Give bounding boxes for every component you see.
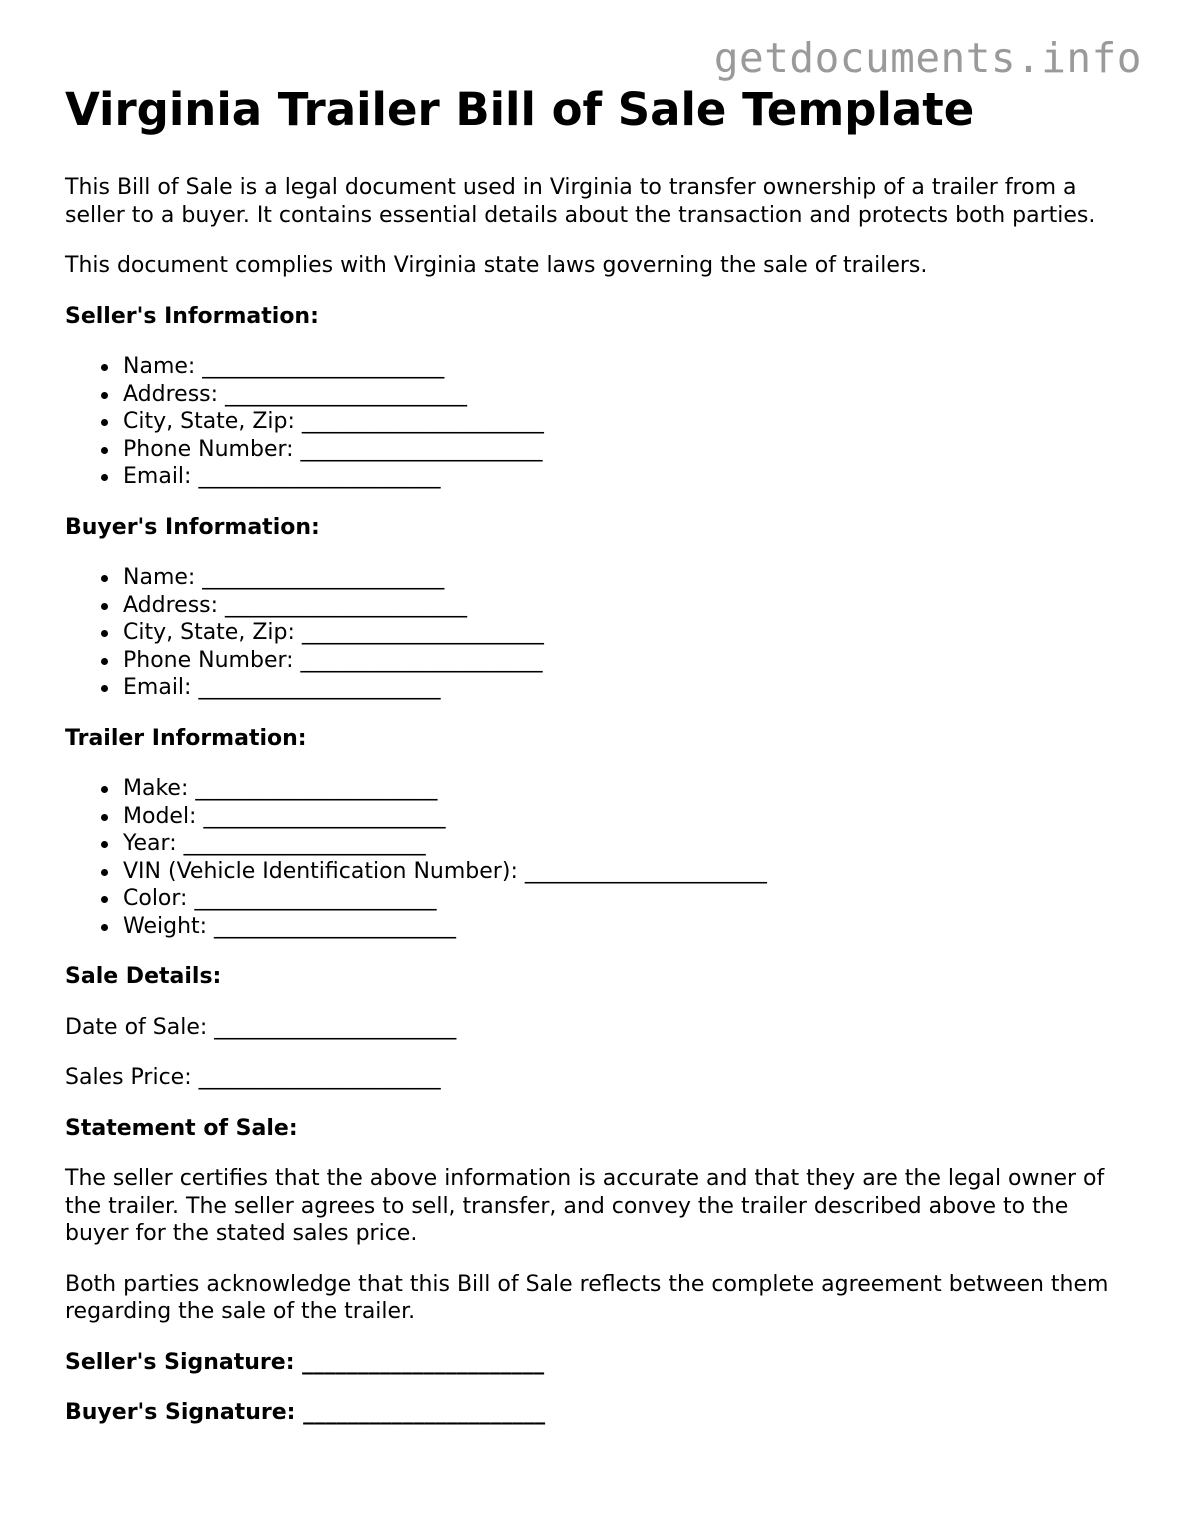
compliance-paragraph: This document complies with Virginia state laws governing the sale of trailers. (65, 253, 928, 278)
intro-paragraph: This Bill of Sale is a legal document used in Virginia to transfer ownership of a trailer from a seller to a buyer. It contains essential details about the transaction and protects both parties. (65, 175, 1096, 228)
agreement-paragraph: Both parties acknowledge that this Bill of Sale reflects the complete agreement between them regarding the sale of the trailer. (65, 1271, 1109, 1324)
buyer-city-state-zip-field: City, State, Zip: ______________________ (123, 619, 1125, 647)
trailer-vin-field: VIN (Vehicle Identification Number): ______________________ (123, 858, 1125, 886)
buyer-info-heading: Buyer's Information: (65, 514, 320, 540)
trailer-info-list (65, 775, 1125, 940)
trailer-model-field: Model: ______________________ (123, 803, 1125, 831)
trailer-info-heading: Trailer Information: (65, 725, 307, 751)
sales-price-field: Sales Price: ______________________ (65, 1065, 441, 1090)
seller-phone-field: Phone Number: ______________________ (123, 436, 1125, 464)
buyer-email-field: Email: ______________________ (123, 674, 1125, 702)
date-of-sale-field: Date of Sale: ______________________ (65, 1014, 457, 1040)
trailer-make-field: Make: ______________________ (123, 775, 1125, 803)
buyer-info-list (65, 564, 1125, 702)
seller-info-list (65, 353, 1125, 491)
seller-address-field: Address: ______________________ (123, 381, 1125, 409)
seller-info-heading: Seller's Information: (65, 303, 319, 329)
buyer-name-field: Name: ______________________ (123, 564, 1125, 592)
seller-signature-line: Seller's Signature: ______________________ (65, 1349, 545, 1375)
seller-name-field: Name: ______________________ (123, 353, 1125, 381)
document-page (65, 82, 1125, 1450)
buyer-phone-field: Phone Number: ______________________ (123, 647, 1125, 675)
trailer-year-field: Year: ______________________ (123, 830, 1125, 858)
buyer-signature-line: Buyer's Signature: ______________________ (65, 1400, 546, 1425)
watermark: getdocuments.info (713, 34, 1142, 82)
buyer-address-field: Address: ______________________ (123, 592, 1125, 620)
statement-of-sale-heading: Statement of Sale: (65, 1115, 298, 1141)
seller-city-state-zip-field: City, State, Zip: ______________________ (123, 408, 1125, 436)
document-title: Virginia Trailer Bill of Sale Template (65, 83, 975, 136)
trailer-weight-field: Weight: ______________________ (123, 913, 1125, 941)
seller-email-field: Email: ______________________ (123, 463, 1125, 491)
trailer-color-field: Color: ______________________ (123, 885, 1125, 913)
sale-details-heading: Sale Details: (65, 964, 222, 989)
statement-paragraph: The seller certifies that the above information is accurate and that they are the legal owner of the trailer. The seller agrees to sell, transfer, and convey the trailer described above to the buyer for the stated sales price. (65, 1166, 1105, 1246)
